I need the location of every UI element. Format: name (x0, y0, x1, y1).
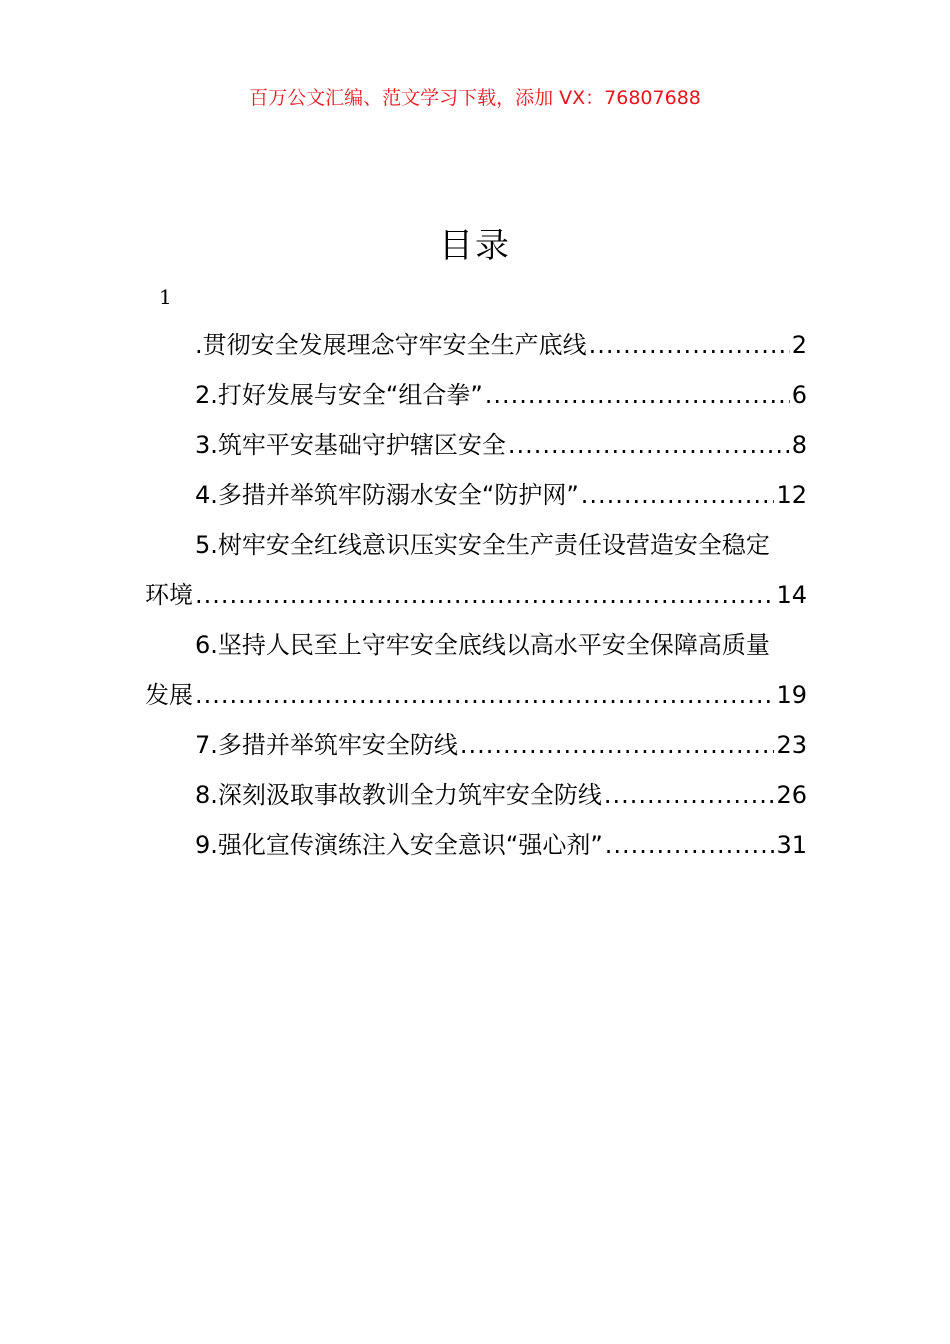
toc-entry-page: 6 (791, 381, 807, 409)
toc-entry-5[interactable] (145, 520, 807, 620)
toc-entry-page: 31 (776, 831, 807, 859)
toc-leader-dots (508, 420, 790, 470)
toc-entry-page: 12 (776, 481, 807, 509)
toc-entry-title-line2: 发展 (145, 681, 193, 709)
toc-entry-title: 3.筑牢平安基础守护辖区安全 (195, 431, 506, 459)
toc-entry-1[interactable] (145, 320, 807, 370)
toc-leader-dots (460, 720, 775, 770)
toc-leader-dots (589, 320, 790, 370)
toc-leader-dots (604, 770, 775, 820)
toc-leader-dots (195, 670, 774, 720)
toc-entry-2[interactable] (145, 370, 807, 420)
toc-entry-title-line1: 6.坚持人民至上守牢安全底线以高水平安全保障高质量 (195, 631, 770, 659)
toc-entry-title: 4.多措并举筑牢防溺水安全“防护网” (195, 481, 579, 509)
toc-entry-6[interactable] (145, 620, 807, 720)
toc-entry-title-line2: 环境 (145, 581, 193, 609)
toc-entry-page: 23 (776, 731, 807, 759)
toc-entry-page: 2 (791, 331, 807, 359)
toc-entry-3[interactable] (145, 420, 807, 470)
toc-entry-9[interactable] (145, 820, 807, 870)
toc-leader-dots (581, 470, 775, 520)
table-of-contents (145, 320, 807, 870)
header-note: 百万公文汇编、范文学习下载，添加 VX：76807688 (249, 87, 701, 109)
toc-entry-4[interactable] (145, 470, 807, 520)
toc-entry-title: 2.打好发展与安全“组合拳” (195, 381, 483, 409)
toc-entry-continuation (145, 570, 807, 620)
page-number-marker: 1 (159, 285, 172, 309)
toc-entry-title-line1: 5.树牢安全红线意识压实安全生产责任设营造安全稳定 (195, 531, 770, 559)
toc-entry-title: 9.强化宣传演练注入安全意识“强心剂” (195, 831, 603, 859)
toc-leader-dots (195, 570, 774, 620)
toc-entry-page: 19 (776, 681, 807, 709)
toc-leader-dots (605, 820, 775, 870)
page-title: 目录 (439, 226, 511, 266)
toc-entry-title: .贯彻安全发展理念守牢安全生产底线 (195, 331, 587, 359)
toc-leader-dots (485, 370, 790, 420)
toc-entry-8[interactable] (145, 770, 807, 820)
toc-entry-continuation (145, 670, 807, 720)
toc-entry-title: 8.深刻汲取事故教训全力筑牢安全防线 (195, 781, 602, 809)
toc-entry-page: 8 (791, 431, 807, 459)
toc-entry-page: 14 (776, 581, 807, 609)
toc-entry-page: 26 (776, 781, 807, 809)
toc-entry-7[interactable] (145, 720, 807, 770)
toc-entry-title: 7.多措并举筑牢安全防线 (195, 731, 458, 759)
